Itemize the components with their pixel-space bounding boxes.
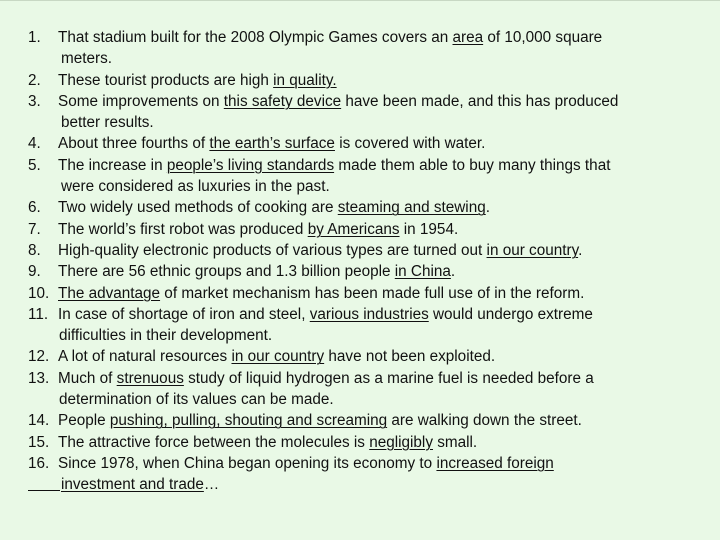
list-item-first-line [28, 240, 714, 261]
list-item-first-line [28, 91, 714, 112]
underlined-phrase: in quality. [273, 71, 337, 89]
sentence-text: Some improvements on [58, 92, 224, 110]
sentence-text: would undergo extreme [428, 305, 593, 323]
list-item-number: 12. [28, 348, 50, 366]
list-item [28, 432, 714, 453]
sentence-text: About three fourths of [58, 135, 210, 153]
list-item-number: 3. [28, 92, 41, 110]
sentence-text: better results. [61, 114, 154, 132]
list-item [28, 283, 714, 304]
underlined-phrase: strenuous [116, 369, 184, 387]
sentence-text: study of liquid hydrogen as a marine fuel is needed before a [183, 369, 594, 387]
sentence-text: Since 1978, when China began opening its economy to [58, 454, 437, 472]
list-item-first-line [28, 453, 714, 474]
list-item-continuation-line [28, 176, 714, 197]
underlined-phrase: in our country [231, 348, 325, 366]
list-item [28, 346, 714, 367]
list-item-first-line [28, 304, 714, 325]
sentence-text: of 10,000 square [483, 29, 603, 46]
list-item [28, 219, 714, 240]
sentence-text: determination of its values can be made. [59, 391, 334, 409]
list-item-number: 5. [28, 156, 41, 174]
list-item [28, 261, 714, 282]
sentence-text: People [58, 412, 110, 430]
underlined-phrase: in our country [486, 241, 579, 259]
list-item-first-line [28, 155, 714, 176]
sentence-text: These tourist products are high [58, 71, 274, 89]
sentence-text: The world’s first robot was produced [58, 220, 308, 238]
list-item-number: 6. [28, 199, 41, 217]
list-item-number: 11. [28, 305, 49, 323]
list-item-first-line [28, 368, 714, 389]
sentence-text: of market mechanism has been made full use of in the reform. [160, 284, 585, 302]
sentence-text: have been made, and this has produced [341, 92, 619, 110]
list-item-first-line [28, 219, 714, 240]
underlined-phrase: people’s living standards [166, 156, 335, 174]
underlined-phrase: investment and trade [61, 476, 204, 494]
sentence-text: A lot of natural resources [58, 348, 232, 366]
sentence-text: Much of [58, 369, 117, 387]
list-item-number: 10. [28, 284, 50, 302]
list-item-number: 2. [28, 71, 41, 89]
sentence-text: meters. [61, 50, 112, 68]
sentence-text: made them able to buy many things that [334, 156, 611, 174]
list-item-continuation-line [28, 48, 714, 69]
underlined-phrase: this safety device [223, 92, 342, 110]
sentence-text: are walking down the street. [387, 412, 582, 430]
list-item-first-line [28, 410, 714, 431]
list-item [28, 91, 714, 134]
underlined-phrase: area [452, 29, 484, 46]
list-item [28, 155, 714, 198]
list-item-number: 1. [28, 29, 41, 46]
list-item-first-line [28, 346, 714, 367]
list-item-first-line [28, 27, 714, 48]
underlined-phrase: The advantage [58, 284, 161, 302]
list-item-number: 13. [28, 369, 50, 387]
list-item [28, 453, 714, 496]
sentence-text: small. [432, 433, 478, 451]
list-item-first-line [28, 70, 714, 91]
sentence-text: have not been exploited. [324, 348, 496, 366]
list-item [28, 70, 714, 91]
sentence-text: were considered as luxuries in the past. [61, 178, 330, 196]
sentence-text: Two widely used methods of cooking are [58, 199, 338, 217]
underlined-phrase: negligibly [369, 433, 433, 451]
sentence-text: The attractive force between the molecules is [58, 433, 370, 451]
underlined-phrase: steaming and stewing [337, 199, 486, 217]
list-item-continuation-line [28, 389, 714, 410]
list-item [28, 133, 714, 154]
list-item-first-line [28, 283, 714, 304]
list-item-number: 14. [28, 412, 50, 430]
list-item-number: 16. [28, 454, 50, 472]
list-item-continuation-line [28, 325, 714, 346]
sentence-text: . [485, 199, 490, 217]
sentence-text: That stadium built for the 2008 Olympic Games covers an [58, 29, 453, 46]
list-item [28, 240, 714, 261]
underlined-phrase: in China [394, 263, 451, 281]
list-item-number: 8. [28, 241, 41, 259]
list-item-continuation-line [28, 474, 714, 495]
list-item-number: 15. [28, 433, 50, 451]
sentence-text: difficulties in their development. [59, 327, 273, 345]
list-item [28, 197, 714, 218]
sentence-text: High-quality electronic products of various types are turned out [58, 241, 487, 259]
list-item-number: 4. [28, 135, 41, 153]
list-item-first-line [28, 133, 714, 154]
underline-tab-mark [28, 475, 60, 491]
sentence-text: … [203, 476, 220, 494]
sentence-text: There are 56 ethnic groups and 1.3 billion people [58, 263, 395, 281]
list-item [28, 27, 714, 70]
list-item-number: 9. [28, 263, 41, 281]
sentence-text: The increase in [58, 156, 167, 174]
list-item-first-line [28, 432, 714, 453]
underlined-phrase: various industries [309, 305, 429, 323]
underlined-phrase: by Americans [307, 220, 400, 238]
sentence-text: . [578, 241, 583, 259]
underlined-phrase: pushing, pulling, shouting and screaming [109, 412, 388, 430]
sentence-text: In case of shortage of iron and steel, [58, 305, 310, 323]
underlined-phrase: increased foreign [436, 454, 554, 472]
list-item-number: 7. [28, 220, 41, 238]
list-item [28, 410, 714, 431]
sentence-text: . [450, 263, 456, 281]
list-item-first-line [28, 197, 714, 218]
sentence-text: is covered with water. [334, 135, 486, 153]
underlined-phrase: the earth’s surface [209, 135, 335, 153]
list-item-first-line [28, 261, 714, 282]
list-item [28, 368, 714, 411]
sentence-text: in 1954. [399, 220, 459, 238]
list-item-continuation-line [28, 112, 714, 133]
list-item [28, 304, 714, 347]
